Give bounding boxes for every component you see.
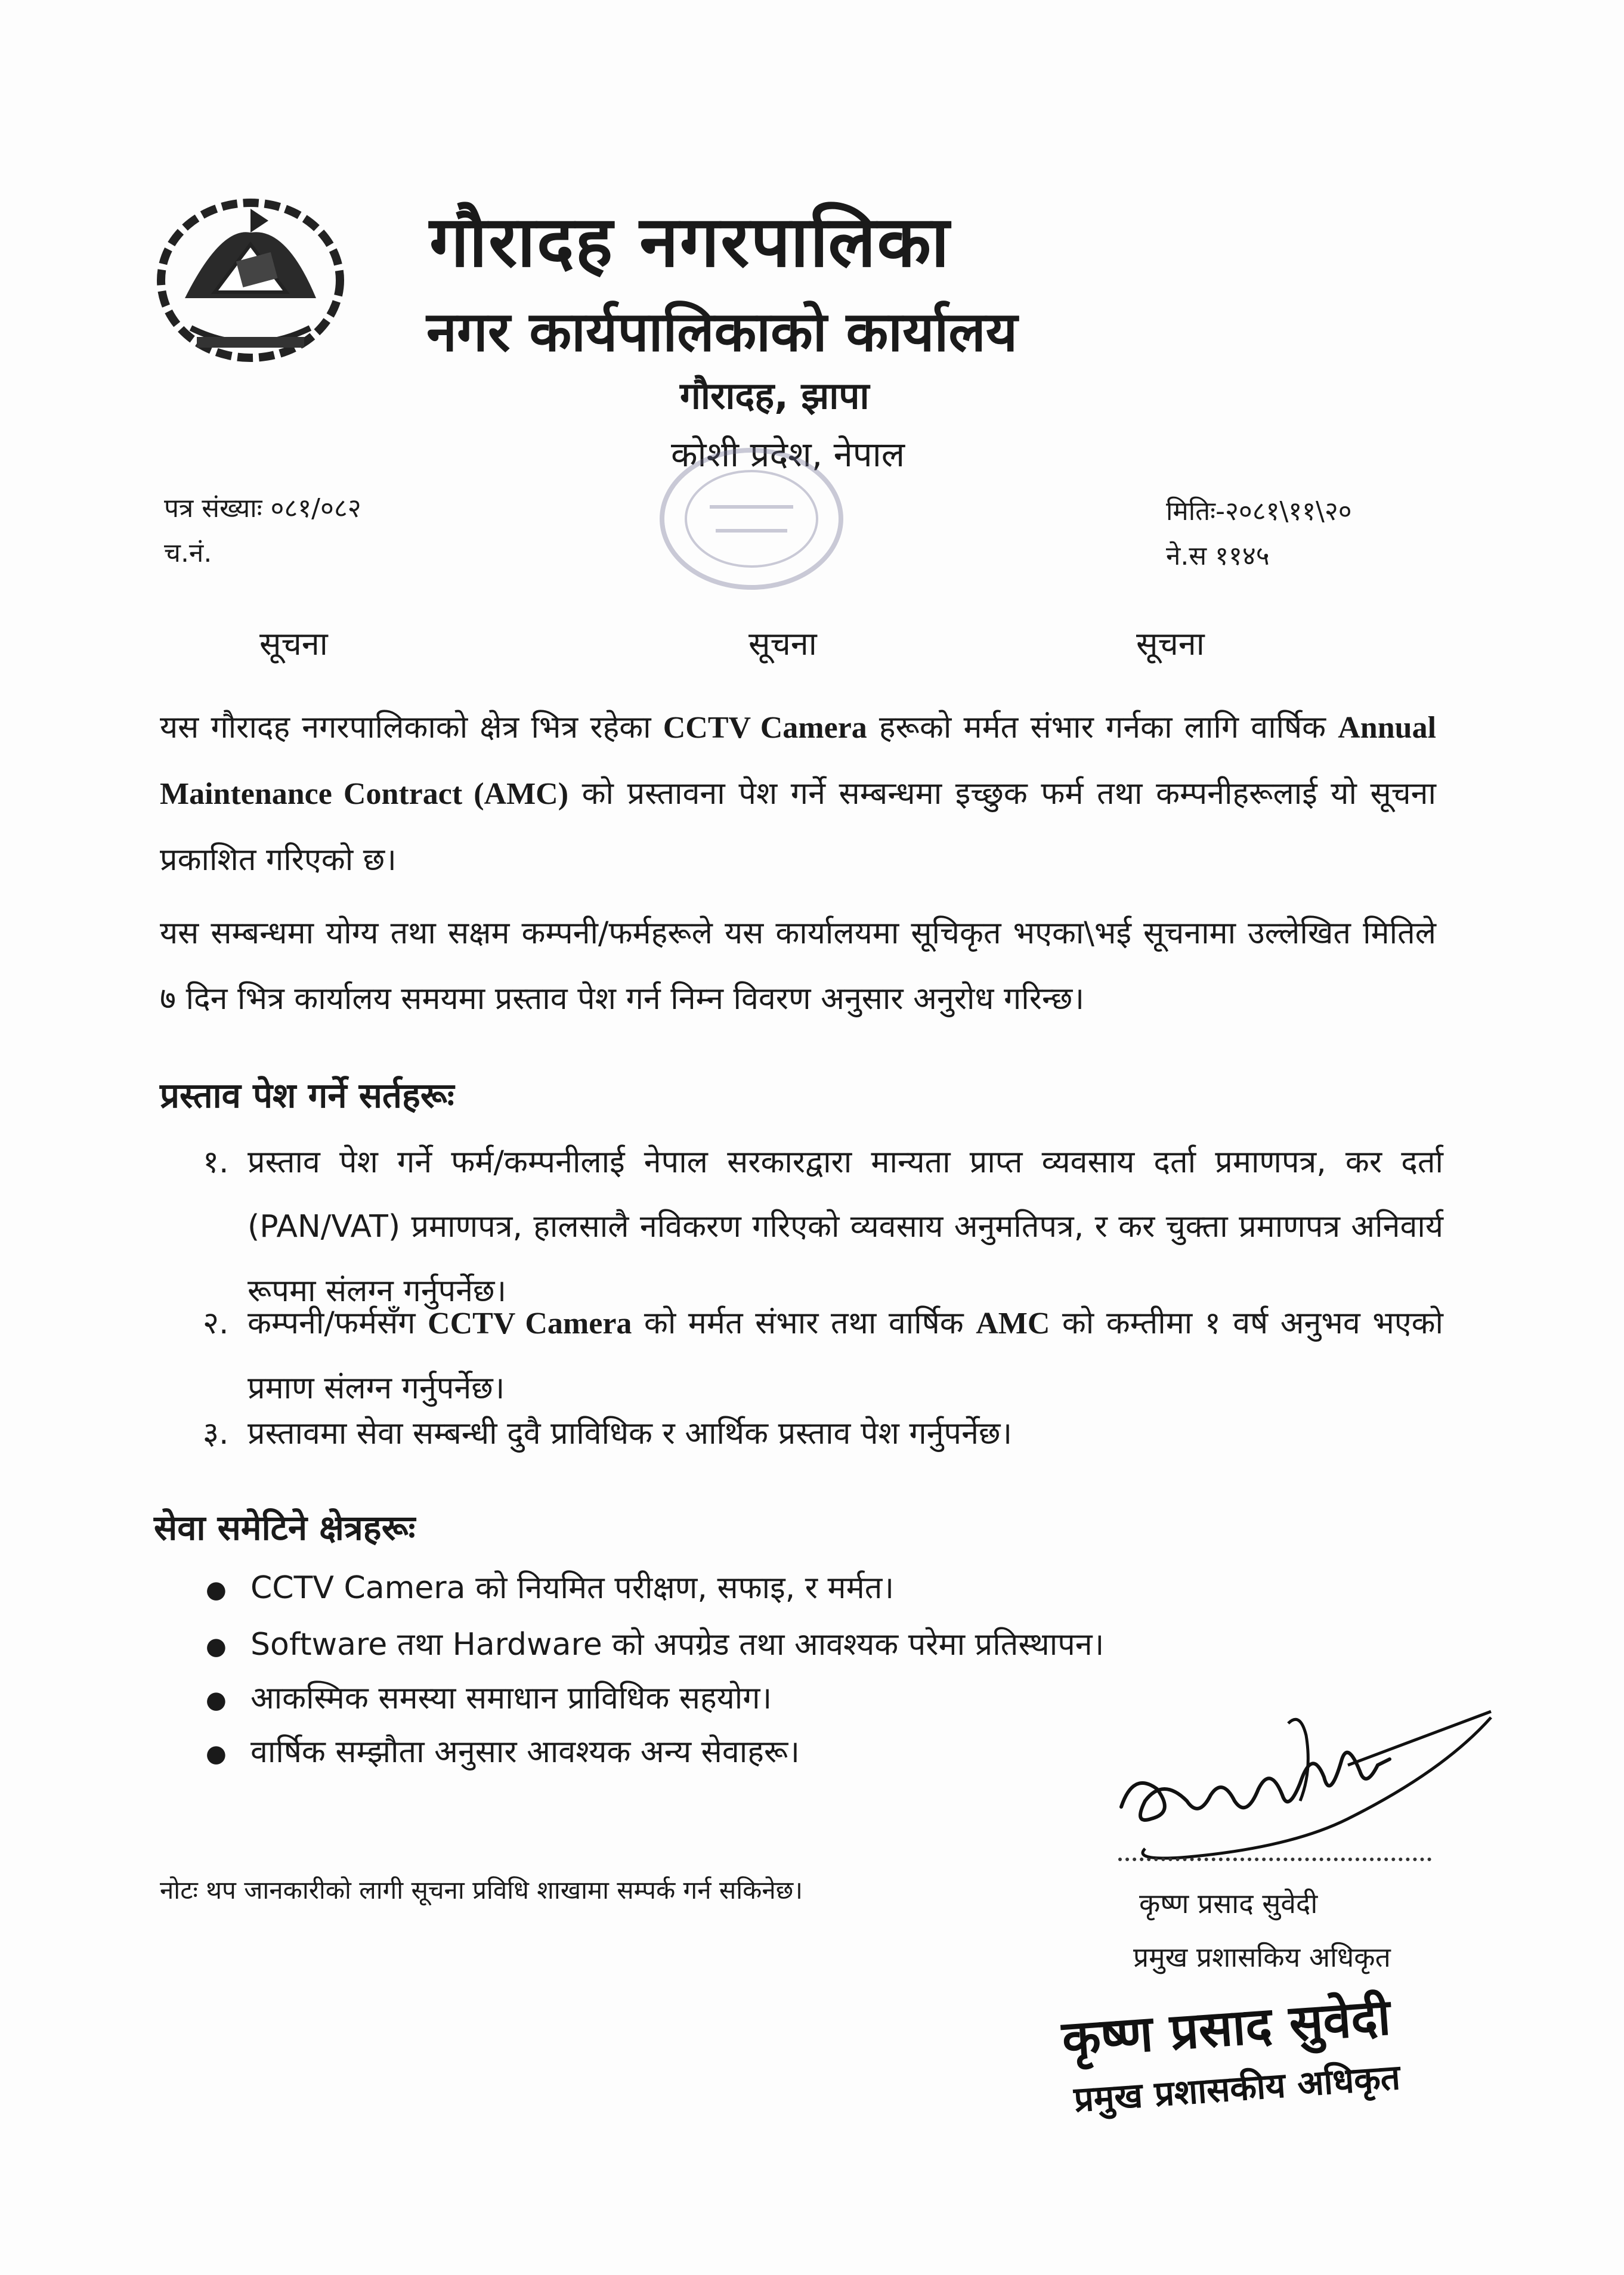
service-text: CCTV Camera को नियमित परीक्षण, सफाइ, र मर्मत। xyxy=(250,1570,895,1606)
condition-text-a: कम्पनी/फर्मसँग xyxy=(248,1305,428,1341)
signer-name: कृष्ण प्रसाद सुवेदी xyxy=(1139,1887,1318,1920)
intro-paragraph xyxy=(160,695,1436,893)
condition-text-c: को कम्तीमा १ वर्ष अनुभव भएको प्रमाण संलग्न गर्नुपर्नेछ। xyxy=(248,1305,1443,1406)
service-list-item xyxy=(206,1565,894,1608)
condition-text: प्रस्ताव पेश गर्ने फर्म/कम्पनीलाई नेपाल सरकारद्वारा मान्यता प्राप्त व्यवसाय दर्ता प्रमाणपत्र, कर दर्ता (PAN/VAT) प्रमाणपत्र, हालसालै नविकरण गरिएको व्यवसाय अनुमतिपत्र, र कर चुक्ता प्रमाणपत्र अनिवार्य रूपमा संलग्न गर्नुपर्नेछ। xyxy=(248,1144,1443,1309)
seal-name: कृष्ण प्रसाद सुवेदी xyxy=(1060,1987,1393,2069)
dispatch-number: च.नं. xyxy=(164,538,212,568)
service-text: आकस्मिक समस्या समाधान प्राविधिक सहयोग। xyxy=(250,1680,772,1716)
request-paragraph: यस सम्बन्धमा योग्य तथा सक्षम कम्पनी/फर्महरूले यस कार्यालयमा सूचिकृत भएका\भई सूचनामा उल्लेखित मितिले ७ दिन भित्र कार्यालय समयमा प्रस्ताव पेश गर्न निम्न विवरण अनुसार अनुरोध गरिन्छ। xyxy=(160,915,1436,1017)
service-list-item xyxy=(206,1676,772,1718)
nepal-sambat-year: ने.स ११४५ xyxy=(1166,541,1270,571)
notice-word-left: सूचना xyxy=(259,625,328,663)
bullet-icon: ● xyxy=(206,1576,227,1604)
service-list-item xyxy=(206,1622,1104,1664)
bullet-icon: ● xyxy=(206,1740,227,1768)
office-stamp-icon xyxy=(638,441,865,596)
seal-title: प्रमुख प्रशासकीय अधिकृत xyxy=(1072,2056,1402,2121)
condition-bold-amc: AMC xyxy=(976,1307,1050,1341)
municipality-title: गौरादह नगरपालिका xyxy=(429,200,951,283)
location-province: कोशी प्रदेश, नेपाल xyxy=(671,434,905,475)
location-district: गौरादह, झापा xyxy=(680,374,870,417)
service-text: Software तथा Hardware को अपग्रेड तथा आवश्यक परेमा प्रतिस्थापन। xyxy=(250,1627,1105,1663)
service-text: वार्षिक सम्झौता अनुसार आवश्यक अन्य सेवाहरू। xyxy=(250,1734,800,1770)
condition-bold-cctv: CCTV Camera xyxy=(428,1307,632,1341)
condition-number: १. xyxy=(203,1144,229,1180)
services-heading: सेवा समेटिने क्षेत्रहरूः xyxy=(154,1508,416,1548)
contact-note: नोटः थप जानकारीको लागी सूचना प्रविधि शाखामा सम्पर्क गर्न सकिनेछ। xyxy=(160,1875,803,1905)
nepal-emblem-icon xyxy=(149,191,352,370)
condition-text-b: को मर्मत संभार तथा वार्षिक xyxy=(632,1305,976,1341)
signature-line xyxy=(1118,1858,1431,1861)
notice-word-center: सूचना xyxy=(748,625,817,663)
condition-number: ३. xyxy=(203,1416,229,1451)
intro-text-b: हरूको मर्मत संभार गर्नका लागि वार्षिक xyxy=(867,710,1338,745)
letter-date: मितिः-२०८१\११\२० xyxy=(1166,496,1352,527)
notice-word-right: सूचना xyxy=(1136,625,1205,663)
office-subtitle: नगर कार्यपालिकाको कार्यालय xyxy=(426,300,1018,364)
bullet-icon: ● xyxy=(206,1633,227,1660)
condition-text: प्रस्तावमा सेवा सम्बन्धी दुवै प्राविधिक र आर्थिक प्रस्ताव पेश गर्नुपर्नेछ। xyxy=(248,1416,1013,1451)
service-list-item xyxy=(206,1729,800,1772)
intro-text-a: यस गौरादह नगरपालिकाको क्षेत्र भित्र रहेका xyxy=(160,710,663,745)
condition-number: २. xyxy=(203,1305,229,1341)
letter-number: पत्र संख्याः ०८१/०८२ xyxy=(164,493,361,524)
signer-title: प्रमुख प्रशासकिय अधिकृत xyxy=(1133,1941,1391,1973)
intro-text-c: को प्रस्तावना पेश गर्ने सम्बन्धमा इच्छुक फर्म तथा कम्पनीहरूलाई यो सूचना प्रकाशित गरिएको छ। xyxy=(160,776,1437,878)
condition-item xyxy=(203,1401,1443,1466)
bullet-icon: ● xyxy=(206,1686,227,1714)
intro-bold-cctv: CCTV Camera xyxy=(663,711,867,745)
conditions-heading: प्रस्ताव पेश गर्ने सर्तहरूः xyxy=(160,1075,454,1116)
handwritten-signature-icon xyxy=(1109,1700,1503,1867)
intro-bold-amc: Annual Maintenance Contract (AMC) xyxy=(160,711,1437,811)
